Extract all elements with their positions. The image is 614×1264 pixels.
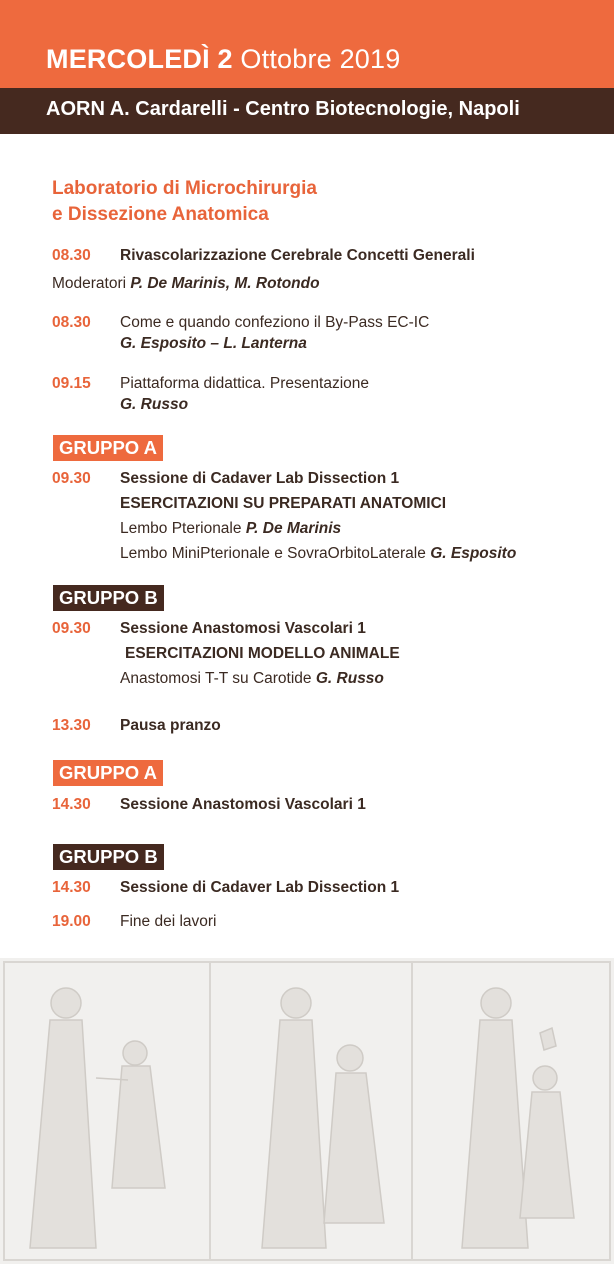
session-title: Sessione Anastomosi Vascolari 1 — [120, 796, 366, 813]
venue-banner — [0, 88, 614, 134]
session-time: 19.00 — [52, 913, 91, 930]
session-item — [120, 670, 384, 688]
session-item-text: Anastomosi T-T su Carotide — [120, 670, 312, 687]
event-date-rest: Ottobre 2019 — [240, 44, 401, 74]
session-subtitle: ESERCITAZIONI MODELLO ANIMALE — [125, 645, 400, 662]
group-a-badge: GRUPPO A — [53, 435, 163, 461]
session-title: Sessione di Cadaver Lab Dissection 1 — [120, 879, 400, 896]
event-weekday: MERCOLEDÌ 2 — [46, 44, 233, 74]
session-title: Fine dei lavori — [120, 913, 217, 930]
session-title: Sessione Anastomosi Vascolari 1 — [120, 620, 366, 637]
session-time: 09.30 — [52, 620, 91, 637]
section-title-line-2: e Dissezione Anatomica — [52, 204, 269, 225]
section-title-line-1: Laboratorio di Microchirurgia — [52, 178, 317, 199]
session-item-speaker: G. Esposito — [430, 545, 517, 562]
session-time: 14.30 — [52, 879, 91, 896]
moderators-label: Moderatori — [52, 275, 127, 292]
surgery-scene-image — [0, 958, 614, 1264]
moderators-names: P. De Marinis, M. Rotondo — [130, 275, 320, 292]
session-item-speaker: P. De Marinis — [245, 520, 342, 537]
session-item-speaker: G. Russo — [315, 670, 384, 687]
session-item — [120, 545, 516, 563]
session-title: Come e quando confeziono il By-Pass EC-IC — [120, 314, 430, 331]
session-item-text: Lembo Pterionale — [120, 520, 242, 537]
session-time: 14.30 — [52, 796, 91, 813]
session-title: Sessione di Cadaver Lab Dissection 1 — [120, 470, 400, 487]
session-subtitle: ESERCITAZIONI SU PREPARATI ANATOMICI — [120, 495, 447, 512]
session-time: 13.30 — [52, 717, 91, 734]
session-title: Pausa pranzo — [120, 717, 221, 734]
session-title: Rivascolarizzazione Cerebrale Concetti Generali — [120, 247, 475, 264]
section-title — [52, 176, 317, 228]
session-time: 08.30 — [52, 314, 91, 331]
session-item-text: Lembo MiniPterionale e SovraOrbitoLaterale — [120, 545, 426, 562]
session-time: 09.15 — [52, 375, 91, 392]
session-item — [120, 520, 341, 538]
session-time: 09.30 — [52, 470, 91, 487]
event-date — [46, 44, 400, 75]
session-time: 08.30 — [52, 247, 91, 264]
group-a-badge: GRUPPO A — [53, 760, 163, 786]
group-b-badge: GRUPPO B — [53, 585, 164, 611]
date-banner — [0, 0, 614, 88]
session-speakers: G. Russo — [120, 396, 189, 413]
session-title: Piattaforma didattica. Presentazione — [120, 375, 369, 392]
medieval-illustration — [0, 958, 614, 1264]
venue-text: AORN A. Cardarelli - Centro Biotecnologie, Napoli — [46, 98, 520, 120]
session-speakers: G. Esposito – L. Lanterna — [120, 335, 307, 352]
group-b-badge: GRUPPO B — [53, 844, 164, 870]
moderators-line — [52, 275, 320, 293]
